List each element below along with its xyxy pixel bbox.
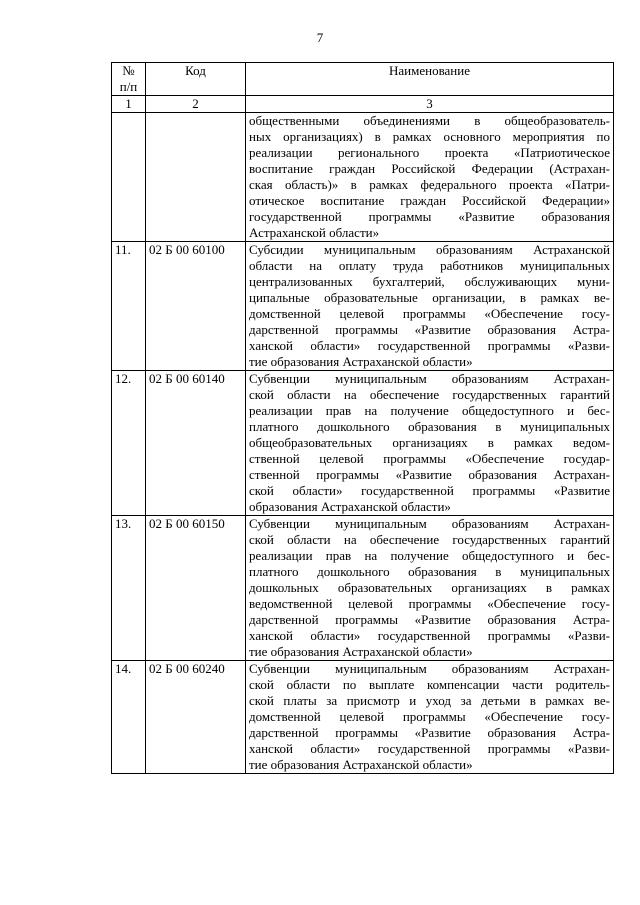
- column-index-row: [112, 96, 614, 113]
- text-line: общественными объединениями в общеобразователь-: [249, 113, 610, 128]
- column-index-2: 2: [146, 96, 246, 113]
- text-line: Субвенции муниципальным образованиям Астрахан-: [249, 371, 610, 386]
- row-number: 11.: [112, 242, 146, 371]
- text-line: платного дошкольного образования в муниципальных: [249, 564, 610, 579]
- text-line: домственной целевой программы «Обеспечение госу-: [249, 306, 610, 321]
- text-line: ханской области» государственной программы «Разви-: [249, 628, 610, 643]
- text-line: ской области по выплате компенсации части родитель-: [249, 677, 610, 692]
- text-line: платного дошкольного образования в муниципальных: [249, 419, 610, 434]
- row-code: 02 Б 00 60140: [146, 371, 246, 516]
- row-name: [246, 371, 614, 516]
- text-line: дарственной программы «Развитие образования Астра-: [249, 725, 610, 740]
- text-line: ственной программы «Развитие образования Астрахан-: [249, 467, 610, 482]
- row-number: 12.: [112, 371, 146, 516]
- page-number: 7: [316, 30, 324, 45]
- row-num-cell: [112, 113, 146, 242]
- header-name: Наименование: [246, 63, 614, 96]
- text-line: ханской области» государственной программы «Разви-: [249, 741, 610, 756]
- header-num: [112, 63, 146, 96]
- text-line: ской области» государственной программы «Развитие: [249, 483, 610, 498]
- text-line: тие образования Астраханской области»: [249, 757, 473, 772]
- budget-code-table: [111, 62, 614, 774]
- text-line: отическое воспитание граждан Российской Федерации»: [249, 193, 610, 208]
- row-code: 02 Б 00 60240: [146, 661, 246, 774]
- row-number: 13.: [112, 516, 146, 661]
- row-name-cell: [246, 113, 614, 242]
- text-line: воспитание граждан Российской Федерации (Астрахан-: [249, 161, 610, 176]
- row-code-cell: [146, 113, 246, 242]
- text-line: ведомственной целевой программы «Обеспечение госу-: [249, 596, 610, 611]
- header-num-symbol: №: [122, 63, 135, 78]
- table-row-continuation: [112, 113, 614, 242]
- text-line: реализации регионального проекта «Патриотическое: [249, 145, 610, 160]
- table-row: [112, 661, 614, 774]
- text-line: дарственной программы «Развитие образования Астра-: [249, 612, 610, 627]
- row-name: [246, 242, 614, 371]
- text-line: ской платы за присмотр и уход за детьми в рамках ве-: [249, 693, 610, 708]
- text-line: ципальные образовательные организации, в рамках ве-: [249, 290, 610, 305]
- table-row: [112, 371, 614, 516]
- text-line: ской области на обеспечение государственных гарантий: [249, 387, 610, 402]
- row-number: 14.: [112, 661, 146, 774]
- header-num-abbrev: п/п: [119, 79, 138, 94]
- row-name: [246, 516, 614, 661]
- text-line: Субсидии муниципальным образованиям Астраханской: [249, 242, 610, 257]
- row-name: [246, 661, 614, 774]
- text-line: реализации прав на получение общедоступного и бес-: [249, 548, 610, 563]
- header-code: Код: [146, 63, 246, 96]
- text-line: ханской области» государственной программы «Разви-: [249, 338, 610, 353]
- text-line: ской области на обеспечение государственных гарантий: [249, 532, 610, 547]
- text-line: ных организациях) в рамках основного мероприятия по: [249, 129, 610, 144]
- text-line: тие образования Астраханской области»: [249, 644, 473, 659]
- text-line: государственной программы «Развитие образования: [249, 209, 610, 224]
- column-index-1: 1: [112, 96, 146, 113]
- text-line: Субвенции муниципальным образованиям Астрахан-: [249, 516, 610, 531]
- text-line: ская область)» в рамках федерального проекта «Патри-: [249, 177, 610, 192]
- column-index-3: 3: [246, 96, 614, 113]
- table-header-row: [112, 63, 614, 96]
- text-line: Субвенции муниципальным образованиям Астрахан-: [249, 661, 610, 676]
- row-code: 02 Б 00 60150: [146, 516, 246, 661]
- text-line: дарственной программы «Развитие образования Астра-: [249, 322, 610, 337]
- row-code: 02 Б 00 60100: [146, 242, 246, 371]
- text-line: области на оплату труда работников муниципальных: [249, 258, 610, 273]
- text-line: домственной целевой программы «Обеспечение госу-: [249, 709, 610, 724]
- text-line: дошкольных образовательных организациях в рамках: [249, 580, 610, 595]
- text-line: образования Астраханской области»: [249, 499, 451, 514]
- text-line: тие образования Астраханской области»: [249, 354, 473, 369]
- text-line: общеобразовательных организациях в рамках ведом-: [249, 435, 610, 450]
- text-line: реализации прав на получение общедоступного и бес-: [249, 403, 610, 418]
- table-row: [112, 516, 614, 661]
- table-row: [112, 242, 614, 371]
- text-line: Астраханской области»: [249, 225, 380, 240]
- text-line: ственной целевой программы «Обеспечение государ-: [249, 451, 610, 466]
- text-line: централизованных бухгалтерий, обслуживающих муни-: [249, 274, 610, 289]
